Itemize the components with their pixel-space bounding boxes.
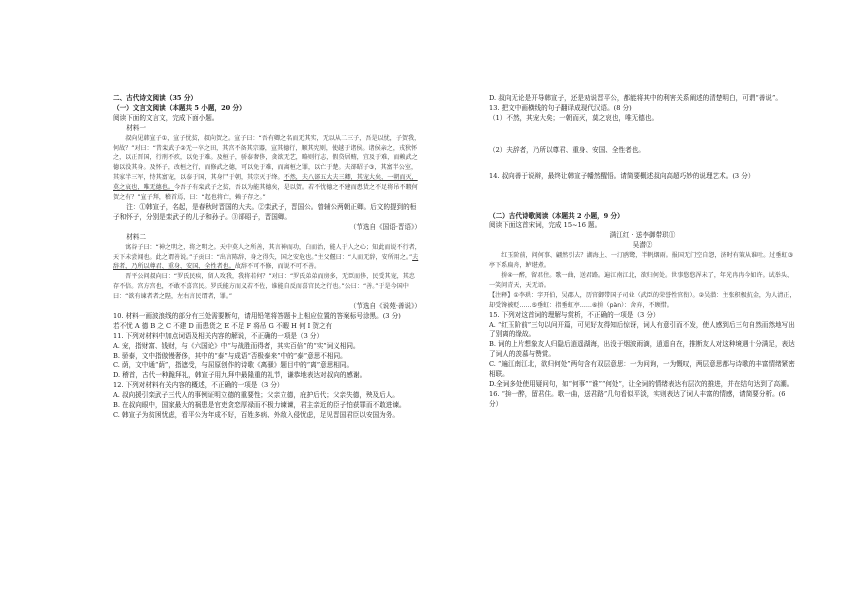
q11-option-d: D. 稽首，古代一种跪拜礼，韩宣子用九拜中最隆重的礼节，谦恭地表达对叔向的感谢。 xyxy=(113,371,367,380)
subsection-heading: （一）文言文阅读（本题共 5 小题，20 分） xyxy=(113,103,246,112)
question-10: 10. 材料一画波浪线的部分有三处需要断句，请用铅笔将答题卡上相应位置的答案标号涂黑。(3 分) xyxy=(113,311,401,320)
q12-option-a: A. 叔向援引栾武子三代人的事例证明立德的重要性；父亲立德，庇护后代；父亲失德，殃及后人。 xyxy=(113,391,399,400)
material2-source: （节选自《说苑·善说》） xyxy=(349,302,421,311)
material2-label: 材料二 xyxy=(126,232,146,241)
poem-stanza-1: 红玉阶前，问何事、翩然引去？湖海上、一汀鸥鹭，半帆烟雨。报国无门空自怨，济时有策从谁吐。过垂虹③亭下系扁舟，鲈堪煮。 xyxy=(489,252,794,270)
question-12: 12. 下列对材料有关内容的概述，不正确的一项是（3 分） xyxy=(113,381,284,390)
question-15: 15. 下列对这首词的理解与赏析，不正确的一项是（3 分） xyxy=(489,310,660,319)
underlined-sentence-1: 不然，夫八郤五大夫三卿，其宠大矣，一朝而灭，莫之哀也，唯无德也。 xyxy=(113,174,418,192)
question-13: 13. 把文中画横线的句子翻译成现代汉语。(8 分) xyxy=(489,103,632,112)
poem-title: 满江红 · 送李御带珙① xyxy=(609,231,676,240)
poem-section-heading: （二）古代诗歌阅读（本题共 2 小题，9 分） xyxy=(489,211,624,220)
question-14: 14. 叔向善于说辩，最终让韩宣子幡然醒悟。请简要概述叔向高超巧妙的说理艺术。(3 分） xyxy=(489,171,755,180)
q12-option-b: B. 在叔向眼中，国家最大的祸患是官吏贪恋厚禄而不极力谏谏，君主亲近的臣子怕获罪而不敢进谏。 xyxy=(113,401,406,410)
q11-option-a: A. 宠，指财富、钱财，与《六国论》中“与战胜而得者，其实百倍”的“实”词义相同。 xyxy=(113,341,360,350)
answer-space xyxy=(489,124,796,146)
right-column xyxy=(489,94,796,410)
section-heading: 二、古代诗文阅读（35 分） xyxy=(113,94,198,102)
answer-space xyxy=(489,156,796,172)
question-10-line: 若不忧 A 德 B 之 C 不建 D 而患货之 E 不足 F 将吊 G 不暇 H 何 I 贺之有 xyxy=(113,321,333,330)
poem-author: 吴潜② xyxy=(632,241,653,250)
material1-label: 材料一 xyxy=(126,123,146,132)
instruction: 阅读下面的文言文，完成下面小题。 xyxy=(113,113,219,122)
q15-option-d: D.全词多处使用疑问句，如“何事”“谁”“何处”，让全词的情绪表达有层次的推进，并在结句达到了高潮。 xyxy=(489,379,794,388)
q15-option-b: B. 词的上片想象友人归隐后逍遥湖海，出没于烟波雨滴，逍遥自在，推断友人对这种境遇十分满足，表达了词人的羡慕与赞赏。 xyxy=(489,340,795,359)
poem-instruction: 阅读下面这首宋词，完成 15~16 题。 xyxy=(489,221,602,230)
material2-text-2: 晋平公问叔向曰：“罗氏民疾，留人攻我，我将若何？”对曰：“罗氏弟弟而房多，无臣而侈，民受其宠，其忠存不倍。宫方宫也，不敢不喜宫民。罗氏能方而义若不佐，谁能自反而喜宫民之行也。”公曰：“善。”于是今国中曰：“欲有谏者者之陛，左右言民谓者，罪。” xyxy=(113,273,415,301)
q12-option-d: D. 叔向无论是开导韩宣子，还是劝说晋平公，都能将其中的利害关系阐述的清楚明白，可谓“善说”。 xyxy=(489,94,782,102)
left-column xyxy=(113,94,421,421)
poem-notes: 【注释】①李珙：字开伯，吴郡人，历官御带国子司业（武臣的荣誉性官衔）。②吴潜：主张积极抗金，为人清正，却受馋被贬……⑤垂虹：指垂虹亭……⑥拚（pàn）：舍弃，不顾惜。 xyxy=(489,291,796,309)
material1-note: 注：①韩宣子，名起，是春秋时晋国的大夫。②栾武子，晋国公。曾辅公两朝正卿。后文的提到的桓子和怀子，分别是栾武子的儿子和孙子。③郤昭子，晋国卿。 xyxy=(113,202,417,221)
underlined-sentence-2: 夫辞者，乃所以尊君、重身、安国、全性者也。 xyxy=(113,253,419,271)
material1-text: 叔向见韩宣子①，宣子忧贫，叔向贺之。宣子曰：“吾有卿之名而无其实，无以从二三子，吾是以忧，子贺我，何故？”对曰：“昔栾武子②无一卒之田，其宫不备其宗器，宣其德行，顺其宪则，使越于诸侯。诸侯亲之，戎狄怀之，以正晋国，行刑不疚，以免于难。及桓子，骄泰奢侈，贪欲无艺，略则行志，假贷居贿，宜及于难，而赖武之德以没其身。及怀子，改桓之行，而修武之德，可以免于难，而离桓之罪，以亡于楚。夫郤昭子③，其富半公室，其家半三军，恃其富宠，以泰于国，其身尸于朝，其宗灭于绛。不然，夫八郤五大夫三卿，其宠大矣，一朝而灭，莫之哀也，唯无德也。今吾子有栾武子之贫，吾以为能其德矣，是以贺。若不忧德之不建而患货之不足将吊不暇何贺之有？”宣子拜，稽首焉，曰：“起也将亡，赖子存之。” xyxy=(113,134,421,202)
q13-sentence-2: （2）夫辞者，乃所以尊君、重身、安国、全性者也。 xyxy=(489,145,645,154)
poem-stanza-2: 拚④一醉，留君住。歌一曲，送君路。遍江南江北，欲归何处。世事悠悠浑未了，年光冉冉今如许。试举头、一笑问青天，天无语。 xyxy=(489,271,794,289)
question-11: 11. 下列对材料中加点词语及相关内容的解说，不正确的一项是（3 分） xyxy=(113,331,324,340)
q12-option-c: C. 韩宣子为贫困忧虑，看平公为年成不好，百姓多病、外敌入侵忧虑，足见晋国君臣以安国为务。 xyxy=(113,411,399,419)
q13-sentence-1: （1）不然，其宠大矣；一朝而灭，莫之哀也，唯无德也。 xyxy=(489,113,659,122)
material2-text: 寓谷子曰：“神之明之，将之明之。天中莫人之所善，其言神而功，白而治，能人于人之心；知此而说不行者，天下未尝闻也。此之谓善说。”子贡曰：“出言陈辞，身之得失，国之安危也。”主父偃曰：“人而无辞，安所用之。”夫辞者，乃所以尊君、重身、安国、全性者也。故辞不可不修，而说不可不善。 xyxy=(113,243,421,271)
question-16: 16. “拚一醉，留君住。歌一曲，送君路”几句看似平淡，实则表达了词人丰富的情感，请简要分析。(6 分） xyxy=(489,389,786,408)
q15-option-c: C. “遍江南江北，欲归何处”两句含有双层意思：一为问询，一为慨叹，两层意思都与诗歌的丰富情绪紧密相联。 xyxy=(489,360,795,379)
q11-option-b: B. 骄泰，文中指傲慢奢侈，其中的“泰”与成语“否极泰来”中的“泰”意思不相同。 xyxy=(113,351,347,360)
q15-option-a: A. “红玉阶前”三句以问开篇，可见好友得知后惊讶，词人有意引而不发，使人感到后三句自然而然地写出了别离的缘故。 xyxy=(489,320,795,339)
answer-space xyxy=(489,182,796,212)
material1-source: （节选自《国语·晋语》） xyxy=(349,222,421,231)
q11-option-c: C. 荫，文中通“荫”，指遮受，与屈原创作的诗歌《离骚》题目中的“离”意思相同。 xyxy=(113,361,354,370)
